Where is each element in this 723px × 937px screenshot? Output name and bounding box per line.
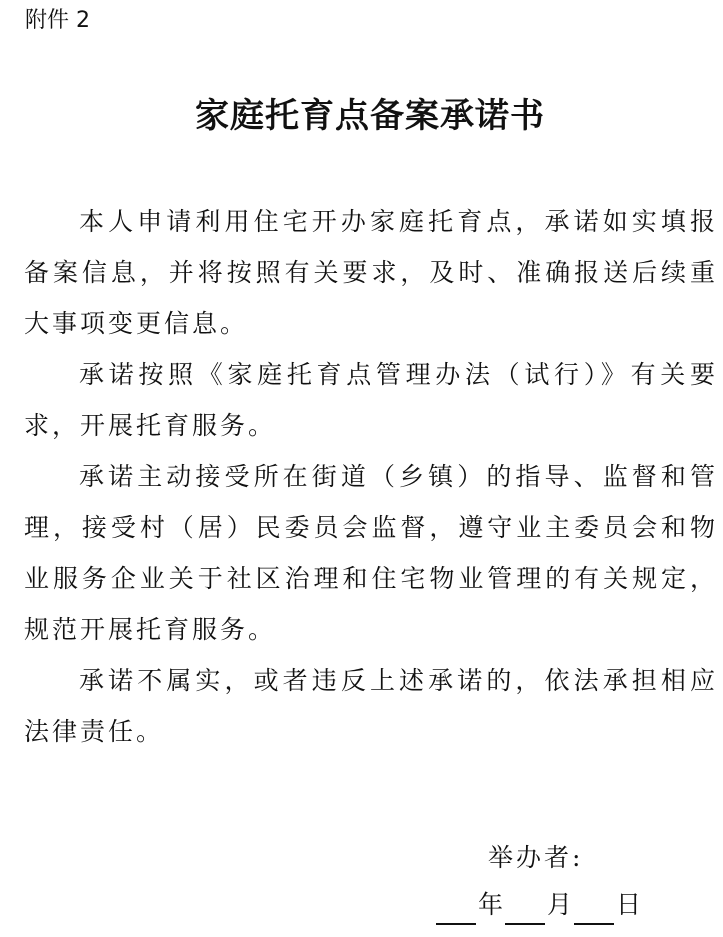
day-blank (574, 893, 614, 925)
attachment-label: 附件 2 (25, 8, 90, 33)
document-title: 家庭托育点备案承诺书 (195, 96, 545, 136)
paragraph-3: 承诺主动接受所在街道（乡镇）的指导、监督和管理，接受村（居）民委员会监督，遵守业主委员会和物业服务企业关于社区治理和住宅物业管理的有关规定，规范开展托育服务。 (24, 462, 718, 644)
document-body (24, 196, 718, 757)
paragraph-2: 承诺按照《家庭托育点管理办法（试行）》有关要求，开展托育服务。 (24, 360, 718, 440)
year-blank (436, 893, 476, 925)
month-label: 月 (547, 890, 573, 919)
year-label: 年 (478, 890, 504, 919)
organizer-label: 举办者: (488, 843, 584, 872)
month-blank (505, 893, 545, 925)
paragraph-4: 承诺不属实，或者违反上述承诺的，依法承担相应法律责任。 (24, 666, 718, 746)
day-label: 日 (616, 890, 642, 919)
signature-date (434, 885, 641, 925)
paragraph-1: 本人申请利用住宅开办家庭托育点，承诺如实填报备案信息，并将按照有关要求，及时、准确报送后续重大事项变更信息。 (24, 207, 718, 338)
